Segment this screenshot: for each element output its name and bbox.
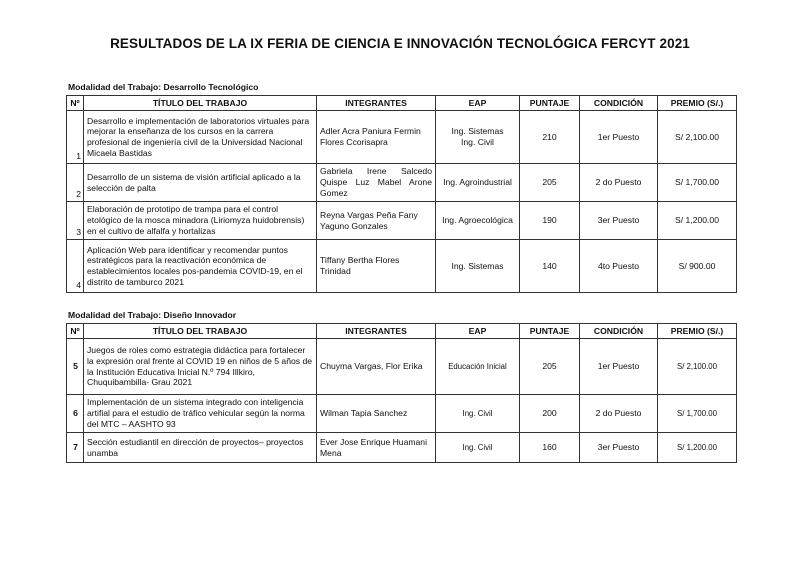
row-number: 1: [67, 111, 84, 164]
table-row: [67, 202, 737, 240]
header-score: PUNTAJE: [520, 96, 580, 111]
table-row: [67, 240, 737, 293]
table-row: [67, 164, 737, 202]
row-number: 2: [67, 164, 84, 202]
header-number: Nº: [67, 324, 84, 339]
row-prize: S/ 900.00: [658, 240, 737, 293]
row-title: Implementación de un sistema integrado con inteligencia artifial para el estudio de tráfico vehicular según la norma del MTC – AASHTO 93: [84, 395, 317, 433]
row-title: Sección estudiantil en dirección de proyectos– proyectos unamba: [84, 433, 317, 463]
results-table-technological: [66, 95, 737, 293]
row-number: 3: [67, 202, 84, 240]
header-number: Nº: [67, 96, 84, 111]
row-number: 5: [67, 339, 84, 395]
table-row: [67, 395, 737, 433]
row-number: 4: [67, 240, 84, 293]
header-score: PUNTAJE: [520, 324, 580, 339]
results-table-innovative: [66, 323, 737, 463]
row-score: 190: [520, 202, 580, 240]
header-title: TÍTULO DEL TRABAJO: [84, 324, 317, 339]
row-title: Desarrollo de un sistema de visión artificial aplicado a la selección de palta: [84, 164, 317, 202]
row-eap: Ing. Civil: [436, 395, 520, 433]
row-condition: 1er Puesto: [580, 111, 658, 164]
header-condition: CONDICIÓN: [580, 96, 658, 111]
table-row: [67, 339, 737, 395]
row-prize: S/ 1,200.00: [658, 202, 737, 240]
row-condition: 2 do Puesto: [580, 395, 658, 433]
header-prize: PREMIO (S/.): [658, 324, 737, 339]
row-condition: 4to Puesto: [580, 240, 658, 293]
row-eap: Ing. Sistemas: [436, 240, 520, 293]
row-number: 7: [67, 433, 84, 463]
row-score: 160: [520, 433, 580, 463]
row-prize: S/ 2,100.00: [658, 111, 737, 164]
row-members: Ever Jose Enrique Huamani Mena: [317, 433, 436, 463]
row-members: Tiffany Bertha Flores Trinidad: [317, 240, 436, 293]
row-eap: Educación Inicial: [436, 339, 520, 395]
row-condition: 1er Puesto: [580, 339, 658, 395]
row-eap: Ing. Civil: [436, 433, 520, 463]
table-row: [67, 111, 737, 164]
row-title: Desarrollo e implementación de laboratorios virtuales para mejorar la enseñanza de los cursos en la carrera profesional de ingeniería civil de la Universidad Nacional Micaela Bastidas: [84, 111, 317, 164]
table-row: [67, 433, 737, 463]
modality-label: Modalidad del Trabajo: Desarrollo Tecnológico: [68, 82, 259, 92]
row-members: Reyna Vargas Peña Fany Yaguno Gonzales: [317, 202, 436, 240]
row-condition: 3er Puesto: [580, 202, 658, 240]
header-eap: EAP: [436, 96, 520, 111]
row-members: Chuyma Vargas, Flor Erika: [317, 339, 436, 395]
row-members: Adler Acra Paniura Fermin Flores Ccorisapra: [317, 111, 436, 164]
header-condition: CONDICIÓN: [580, 324, 658, 339]
row-number: 6: [67, 395, 84, 433]
row-title: Aplicación Web para identificar y recomendar puntos estratégicos para la reactivación económica de establecimientos locales pos-pandemia COVID-19, en el distrito de tamburco 2021: [84, 240, 317, 293]
row-score: 210: [520, 111, 580, 164]
row-members: Gabriela Irene Salcedo Quispe Luz Mabel Arone Gomez: [317, 164, 436, 202]
row-prize: S/ 1,700.00: [658, 395, 737, 433]
table-header-row: [67, 96, 737, 111]
table-header-row: [67, 324, 737, 339]
row-score: 205: [520, 339, 580, 395]
row-prize: S/ 2,100.00: [658, 339, 737, 395]
row-prize: S/ 1,200.00: [658, 433, 737, 463]
header-title: TÍTULO DEL TRABAJO: [84, 96, 317, 111]
row-score: 200: [520, 395, 580, 433]
row-condition: 2 do Puesto: [580, 164, 658, 202]
header-members: INTEGRANTES: [317, 324, 436, 339]
header-eap: EAP: [436, 324, 520, 339]
row-title: Elaboración de prototipo de trampa para el control etológico de la mosca minadora (Liriomyza huidobrensis) en el cultivo de alfalfa y hortalizas: [84, 202, 317, 240]
header-prize: PREMIO (S/.): [658, 96, 737, 111]
row-eap: Ing. Sistemas Ing. Civil: [436, 111, 520, 164]
row-condition: 3er Puesto: [580, 433, 658, 463]
row-score: 140: [520, 240, 580, 293]
row-eap: Ing. Agroecológica: [436, 202, 520, 240]
page-title: RESULTADOS DE LA IX FERIA DE CIENCIA E INNOVACIÓN TECNOLÓGICA FERCYT 2021: [110, 36, 690, 51]
row-members: Wilman Tapia Sanchez: [317, 395, 436, 433]
header-members: INTEGRANTES: [317, 96, 436, 111]
row-eap: Ing. Agroindustrial: [436, 164, 520, 202]
row-title: Juegos de roles como estrategia didáctica para fortalecer la expresión oral frente al COVID 19 en niños de 5 años de la Institución Educativa Inicial N.º 794 Illkiro, Chuquibambilla- Grau 2021: [84, 339, 317, 395]
row-prize: S/ 1,700.00: [658, 164, 737, 202]
modality-label: Modalidad del Trabajo: Diseño Innovador: [68, 310, 237, 320]
row-score: 205: [520, 164, 580, 202]
